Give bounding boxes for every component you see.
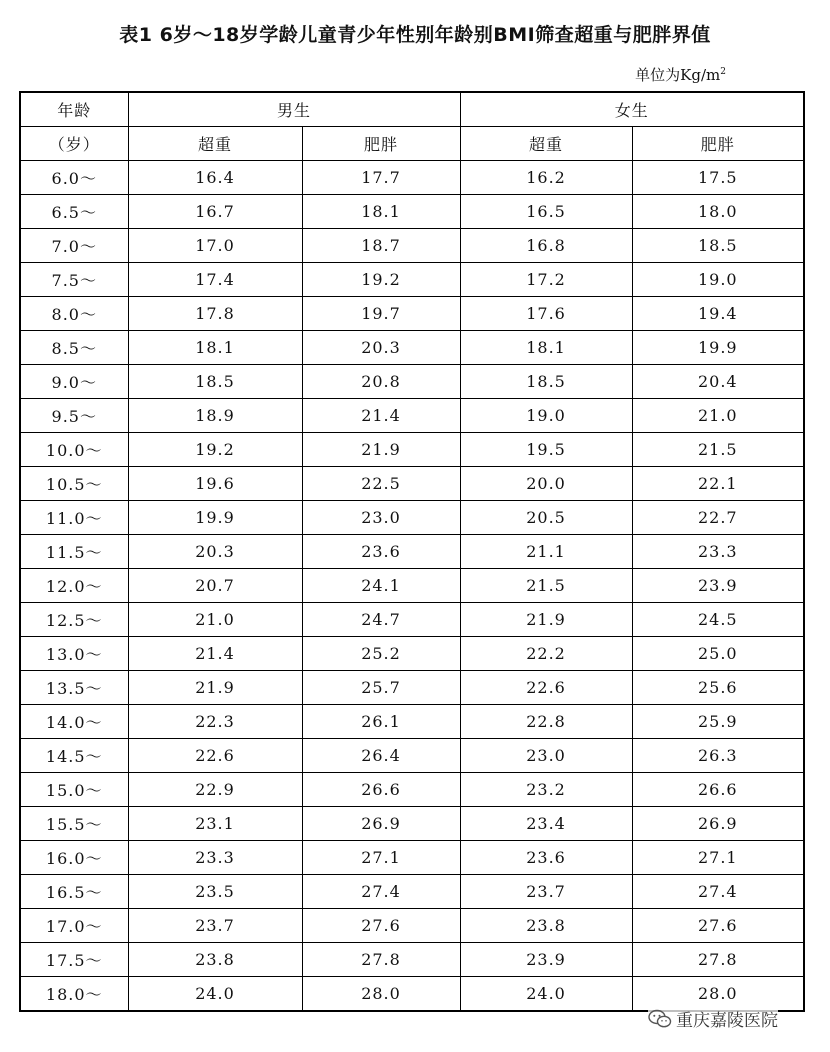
male-overweight-cell: 17.0 [128,229,302,263]
female-obese-cell: 19.0 [632,263,804,297]
male-overweight-header: 超重 [128,127,302,161]
male-overweight-cell: 23.1 [128,807,302,841]
female-obese-cell: 27.1 [632,841,804,875]
age-cell: 18.0～ [20,977,128,1012]
age-header: 年龄 [20,92,128,127]
age-cell: 13.5～ [20,671,128,705]
male-obese-cell: 27.1 [302,841,460,875]
female-overweight-cell: 16.8 [460,229,632,263]
age-cell: 11.5～ [20,535,128,569]
table-row [20,875,804,909]
male-overweight-cell: 21.0 [128,603,302,637]
female-obese-cell: 27.6 [632,909,804,943]
female-overweight-cell: 23.2 [460,773,632,807]
age-cell: 10.0～ [20,433,128,467]
male-overweight-cell: 19.2 [128,433,302,467]
male-overweight-cell: 16.7 [128,195,302,229]
age-cell: 16.0～ [20,841,128,875]
male-obese-cell: 22.5 [302,467,460,501]
male-obese-cell: 26.9 [302,807,460,841]
female-obese-cell: 26.3 [632,739,804,773]
female-obese-cell: 27.8 [632,943,804,977]
male-obese-cell: 28.0 [302,977,460,1012]
age-cell: 7.0～ [20,229,128,263]
female-obese-cell: 22.1 [632,467,804,501]
female-overweight-cell: 23.7 [460,875,632,909]
watermark-text: 重庆嘉陵医院 [676,1011,778,1031]
male-overweight-cell: 21.9 [128,671,302,705]
female-obese-cell: 25.0 [632,637,804,671]
female-obese-cell: 18.5 [632,229,804,263]
table-row [20,501,804,535]
male-obese-cell: 19.2 [302,263,460,297]
male-obese-cell: 18.7 [302,229,460,263]
male-overweight-cell: 19.6 [128,467,302,501]
male-obese-cell: 23.6 [302,535,460,569]
male-obese-cell: 20.3 [302,331,460,365]
female-overweight-header: 超重 [460,127,632,161]
male-overweight-cell: 21.4 [128,637,302,671]
male-obese-cell: 27.8 [302,943,460,977]
female-obese-cell: 22.7 [632,501,804,535]
female-obese-cell: 25.6 [632,671,804,705]
table-row [20,841,804,875]
table-row [20,365,804,399]
female-overweight-cell: 19.5 [460,433,632,467]
female-overweight-cell: 22.6 [460,671,632,705]
male-overweight-cell: 23.5 [128,875,302,909]
table-row [20,535,804,569]
age-cell: 6.5～ [20,195,128,229]
age-cell: 15.5～ [20,807,128,841]
female-obese-cell: 23.3 [632,535,804,569]
female-overweight-cell: 21.9 [460,603,632,637]
male-overweight-cell: 18.5 [128,365,302,399]
female-overweight-cell: 22.2 [460,637,632,671]
age-cell: 17.5～ [20,943,128,977]
male-overweight-cell: 23.3 [128,841,302,875]
age-cell: 13.0～ [20,637,128,671]
male-overweight-cell: 22.6 [128,739,302,773]
male-overweight-cell: 20.7 [128,569,302,603]
female-obese-cell: 21.0 [632,399,804,433]
age-cell: 16.5～ [20,875,128,909]
female-obese-cell: 23.9 [632,569,804,603]
female-overweight-cell: 21.1 [460,535,632,569]
table-row [20,229,804,263]
female-overweight-cell: 23.6 [460,841,632,875]
male-obese-cell: 26.6 [302,773,460,807]
age-cell: 14.0～ [20,705,128,739]
female-overweight-cell: 23.8 [460,909,632,943]
female-overweight-cell: 22.8 [460,705,632,739]
table-row [20,909,804,943]
female-overweight-cell: 16.2 [460,161,632,195]
male-overweight-cell: 22.9 [128,773,302,807]
table-row [20,195,804,229]
male-obese-cell: 25.7 [302,671,460,705]
watermark [648,1006,778,1031]
unit-text: 单位为Kg/m [635,66,721,84]
female-overweight-cell: 18.1 [460,331,632,365]
age-cell: 14.5～ [20,739,128,773]
male-overweight-cell: 23.7 [128,909,302,943]
male-obese-cell: 25.2 [302,637,460,671]
age-cell: 17.0～ [20,909,128,943]
female-obese-cell: 26.6 [632,773,804,807]
male-overweight-cell: 22.3 [128,705,302,739]
male-overweight-cell: 24.0 [128,977,302,1012]
table-row [20,773,804,807]
bmi-table [19,91,805,1012]
table-row [20,603,804,637]
table-row [20,331,804,365]
female-obese-cell: 28.0 [632,977,804,1012]
male-overweight-cell: 20.3 [128,535,302,569]
female-obese-cell: 20.4 [632,365,804,399]
female-overweight-cell: 24.0 [460,977,632,1012]
female-overweight-cell: 19.0 [460,399,632,433]
female-obese-cell: 18.0 [632,195,804,229]
table-row [20,671,804,705]
table-row [20,433,804,467]
female-overweight-cell: 23.0 [460,739,632,773]
unit-label [635,64,726,85]
age-cell: 12.0～ [20,569,128,603]
age-cell: 9.0～ [20,365,128,399]
male-overweight-cell: 18.9 [128,399,302,433]
female-overweight-cell: 17.6 [460,297,632,331]
age-cell: 12.5～ [20,603,128,637]
female-overweight-cell: 21.5 [460,569,632,603]
age-cell: 8.5～ [20,331,128,365]
wechat-icon [648,1009,672,1029]
age-cell: 10.5～ [20,467,128,501]
age-cell: 8.0～ [20,297,128,331]
table-row [20,263,804,297]
female-obese-cell: 26.9 [632,807,804,841]
table-row [20,705,804,739]
male-obese-cell: 26.1 [302,705,460,739]
male-overweight-cell: 23.8 [128,943,302,977]
male-obese-cell: 18.1 [302,195,460,229]
table-row [20,943,804,977]
male-overweight-cell: 17.4 [128,263,302,297]
age-cell: 11.0～ [20,501,128,535]
table-row [20,467,804,501]
table-row [20,569,804,603]
table-row [20,637,804,671]
header-row-2 [20,127,804,161]
male-obese-cell: 26.4 [302,739,460,773]
table-row [20,161,804,195]
male-obese-header: 肥胖 [302,127,460,161]
table-row [20,739,804,773]
table-title: 表1 6岁～18岁学龄儿童青少年性别年龄别BMI筛查超重与肥胖界值 [119,24,711,46]
female-obese-cell: 27.4 [632,875,804,909]
table-row [20,807,804,841]
female-obese-cell: 19.9 [632,331,804,365]
male-obese-cell: 24.7 [302,603,460,637]
table-row [20,297,804,331]
age-unit-header: （岁） [20,127,128,161]
male-obese-cell: 17.7 [302,161,460,195]
age-cell: 9.5～ [20,399,128,433]
female-obese-cell: 19.4 [632,297,804,331]
age-cell: 6.0～ [20,161,128,195]
female-overweight-cell: 23.9 [460,943,632,977]
male-obese-cell: 21.9 [302,433,460,467]
female-overweight-cell: 20.5 [460,501,632,535]
male-overweight-cell: 19.9 [128,501,302,535]
female-obese-cell: 24.5 [632,603,804,637]
table-body [20,161,804,1012]
female-obese-cell: 21.5 [632,433,804,467]
female-overweight-cell: 20.0 [460,467,632,501]
female-header: 女生 [460,92,804,127]
male-obese-cell: 21.4 [302,399,460,433]
female-overweight-cell: 18.5 [460,365,632,399]
female-overweight-cell: 16.5 [460,195,632,229]
female-obese-cell: 17.5 [632,161,804,195]
male-overweight-cell: 17.8 [128,297,302,331]
table-row [20,399,804,433]
male-obese-cell: 19.7 [302,297,460,331]
unit-superscript: 2 [720,67,726,77]
female-overweight-cell: 23.4 [460,807,632,841]
male-obese-cell: 23.0 [302,501,460,535]
male-obese-cell: 27.6 [302,909,460,943]
male-obese-cell: 27.4 [302,875,460,909]
male-obese-cell: 20.8 [302,365,460,399]
male-overweight-cell: 16.4 [128,161,302,195]
female-obese-header: 肥胖 [632,127,804,161]
age-cell: 7.5～ [20,263,128,297]
male-obese-cell: 24.1 [302,569,460,603]
male-header: 男生 [128,92,460,127]
male-overweight-cell: 18.1 [128,331,302,365]
female-obese-cell: 25.9 [632,705,804,739]
header-row-1 [20,92,804,127]
age-cell: 15.0～ [20,773,128,807]
female-overweight-cell: 17.2 [460,263,632,297]
